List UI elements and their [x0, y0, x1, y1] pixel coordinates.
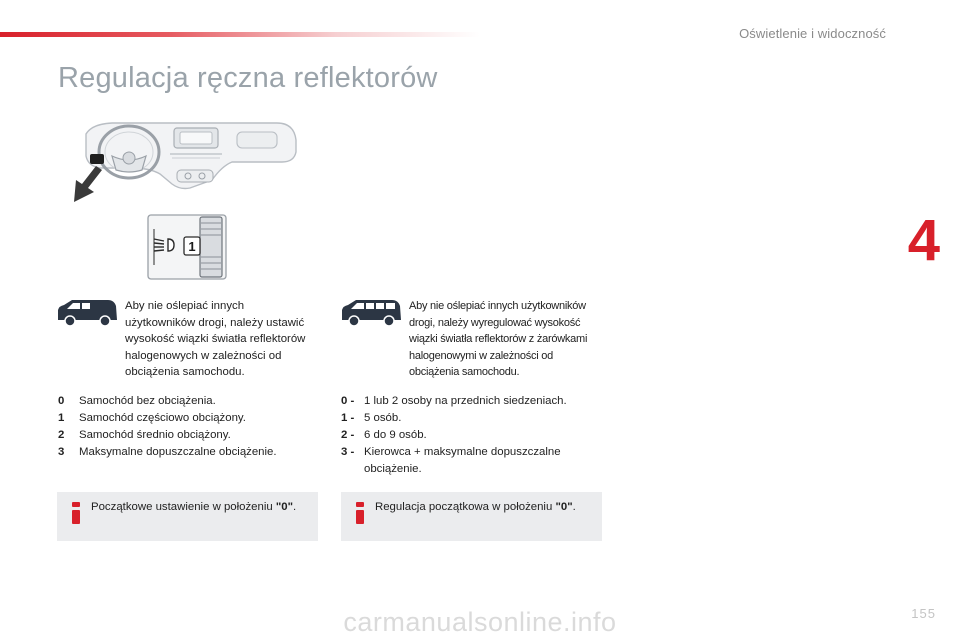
van-icon [56, 298, 118, 328]
info-box [341, 492, 602, 541]
van-description: Aby nie oślepiać innych użytkowników drogi, należy ustawić wysokość wiązki światła reflektorów halogenowych w zależności od obciążenia samochodu. [125, 300, 306, 378]
list-item: 3 Maksymalne dopuszczalne obciążenie. [58, 446, 277, 458]
list-item: 1 Samochód częściowo obciążony. [58, 412, 246, 424]
info-icon [353, 502, 367, 524]
list-item: 3 - Kierowca + maksymalne dopuszczalne obciążenie. [341, 446, 561, 475]
position-list [341, 393, 611, 478]
headlamp-adjust-knob-illustration [146, 213, 228, 281]
dashboard-illustration [72, 118, 304, 206]
page-title: Regulacja ręczna reflektorów [58, 62, 438, 94]
position-list [58, 393, 328, 461]
watermark: carmanualsonline.info [343, 607, 617, 637]
list-item: 2 Samochód średnio obciążony. [58, 429, 231, 441]
list-item: 0 Samochód bez obciążenia. [58, 395, 216, 407]
chapter-number: 4 [907, 208, 940, 273]
section-title: Oświetlenie i widoczność [739, 26, 886, 41]
knob-position-label: 1 [188, 239, 196, 254]
info-text: Początkowe ustawienie w położeniu "0". [91, 501, 297, 513]
info-box [57, 492, 318, 541]
header-accent-bar [0, 32, 480, 37]
info-text: Regulacja początkowa w położeniu "0". [375, 501, 576, 513]
list-item: 1 - 5 osób. [341, 412, 402, 424]
list-item: 0 - 1 lub 2 osoby na przednich siedzeniach. [341, 395, 567, 407]
info-icon [69, 502, 83, 524]
van-description: Aby nie oślepiać innych użytkowników drogi, należy wyregulować wysokość wiązki światła reflektorów z żarówkami halogenowymi w zależności od obciążenia samochodu. [409, 300, 588, 378]
list-item: 2 - 6 do 9 osób. [341, 429, 427, 441]
page-number: 155 [911, 606, 936, 621]
van-icon [340, 298, 402, 328]
